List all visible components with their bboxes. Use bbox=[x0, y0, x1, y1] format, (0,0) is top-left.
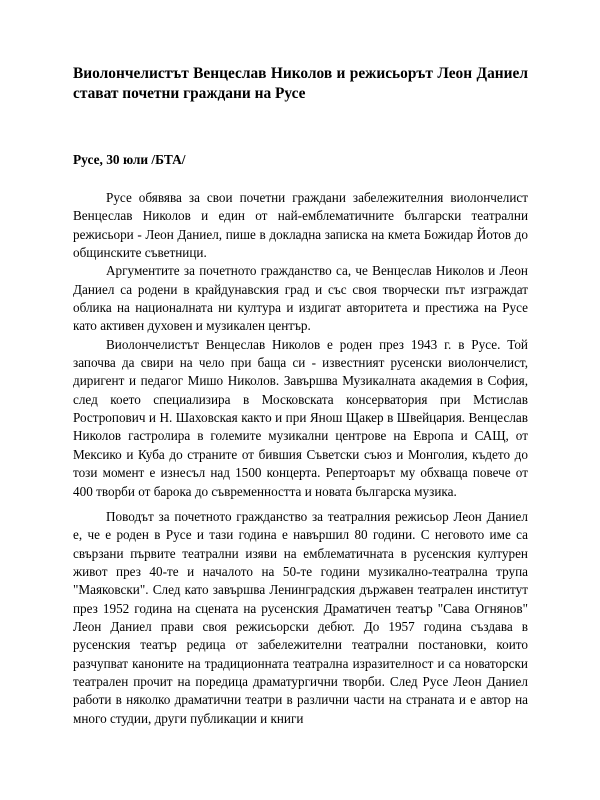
article-title: Виолончелистът Венцеслав Николов и режисьорът Леон Даниел стават почетни граждани на Русе bbox=[73, 65, 528, 102]
article-body bbox=[73, 189, 528, 728]
article-dateline: Русе, 30 юли /БТА/ bbox=[73, 152, 186, 167]
paragraph-3: Виолончелистът Венцеслав Николов е роден през 1943 г. в Русе. Той започва да свири на чело при баща си - известният русенски виолончелист, диригент и педагог Мишо Николов. Завършва Музикалната академия в София, след което специализира в Московската консерватория при Мстислав Ростропович и Н. Шаховская както и при Янош Щакер в Швейцария. Венцеслав Николов гастролира в големите музикални центрове на Европа и САЩ, от Мексико и Куба до страните от бившия Съветски съюз и Монголия, където до този момент е изнесъл над 1500 концерта. Репертоарът му обхваща повече от 400 творби от барока до съвременността и новата българска музика. bbox=[73, 336, 528, 499]
paragraph-4: Поводът за почетното гражданство за театралния режисьор Леон Даниел е, че е роден в Русе и тази година е навършил 80 години. С неговото име са свързани първите театрални изяви на емблематичната в русенския културен живот през 40-те и началото на 50-те години музикално-театрална трупа "Маяковски". След като завършва Ленинградския държавен театрален институт през 1952 година на сцената на русенския Драматичен театър "Сава Огнянов" Леон Даниел прави своя режисьорски дебют. До 1957 година създава в русенския театър редица от забележителни театрални постановки, които разчупват канонитe на традиционната театрална изразителност и са новаторски театрален прочит на поредица драматургични творби. След Русе Леон Даниел работи в няколко драматични театри в различни части на страната и е автор на много студии, други публикации и книги bbox=[73, 508, 528, 726]
paragraph-1: Русе обявява за свои почетни граждани забележителния виолончелист Венцеслав Николов и един от най-емблематичните български театрални режисьори - Леон Даниел, пише в докладна записка на кмета Божидар Йотов до общинските съветници. bbox=[73, 190, 528, 261]
paragraph-2: Аргументите за почетното гражданство са, че Венцеслав Николов и Леон Даниел са родени в крайдунавския град и със своя творчески път изграждат облика на националната ни култура и издигат авторитета и престижа на Русе като активен духовен и музикален център. bbox=[73, 263, 528, 334]
document-page bbox=[73, 64, 528, 728]
